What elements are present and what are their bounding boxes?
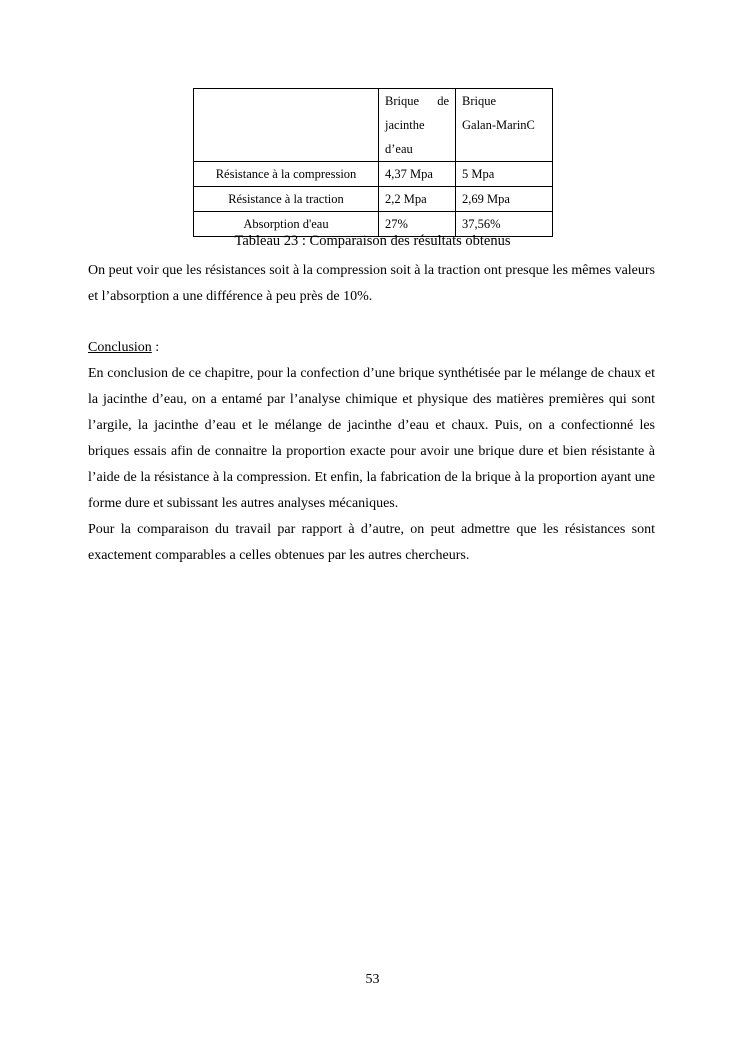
row-value-jacinthe: 2,2 Mpa (379, 187, 456, 212)
table-row (194, 187, 553, 212)
header-line: jacinthe (385, 118, 425, 132)
comparison-paragraph: Pour la comparaison du travail par rapport à d’autre, on peut admettre que les résistances sont exactement comparables a celles obtenues par les autres chercheurs. (88, 522, 655, 563)
header-line: Galan-MarinC (462, 118, 535, 132)
header-word: Brique (385, 94, 420, 108)
row-value-galan-marin: 2,69 Mpa (456, 187, 553, 212)
header-line: d’eau (385, 142, 413, 156)
intro-paragraph: On peut voir que les résistances soit à la compression soit à la traction ont presque les mêmes valeurs et l’absorption a une différence à peu près de 10%. (88, 263, 655, 304)
page-number: 53 (365, 972, 380, 987)
conclusion-heading-line (88, 335, 655, 361)
row-value-galan-marin: 37,56% (456, 212, 553, 237)
table-caption: Tableau 23 : Comparaison des résultats obtenus (234, 233, 511, 249)
row-label: Résistance à la traction (194, 187, 379, 212)
table-header-jacinthe (379, 89, 456, 162)
header-line (385, 89, 449, 113)
row-value-galan-marin: 5 Mpa (456, 162, 553, 187)
header-word: de (437, 94, 449, 108)
header-line: Brique (462, 94, 497, 108)
conclusion-paragraph: En conclusion de ce chapitre, pour la confection d’une brique synthétisée par le mélange de chaux et la jacinthe d’eau, on a entamé par l’analyse chimique et physique des matières premières qui sont l’argile, la jacinthe d’eau et le mélange de jacinthe d’eau et chaux. Puis, on a confectionné les briques essais afin de connaitre la proportion exacte pour avoir une brique dure et bien résistante à l’aide de la résistance à la compression. Et enfin, la fabrication de la brique à la proportion ayant une forme dure et subissant les autres analyses mécaniques. (88, 366, 655, 511)
row-value-jacinthe: 27% (379, 212, 456, 237)
table-header-row (194, 89, 553, 162)
row-label: Absorption d'eau (194, 212, 379, 237)
conclusion-heading: Conclusion (88, 340, 152, 355)
conclusion-colon: : (151, 340, 160, 355)
table-header-empty-cell (194, 89, 379, 162)
table-row (194, 162, 553, 187)
row-value-jacinthe: 4,37 Mpa (379, 162, 456, 187)
table-header-galan-marin (456, 89, 553, 162)
comparison-table (193, 88, 553, 237)
row-label: Résistance à la compression (194, 162, 379, 187)
